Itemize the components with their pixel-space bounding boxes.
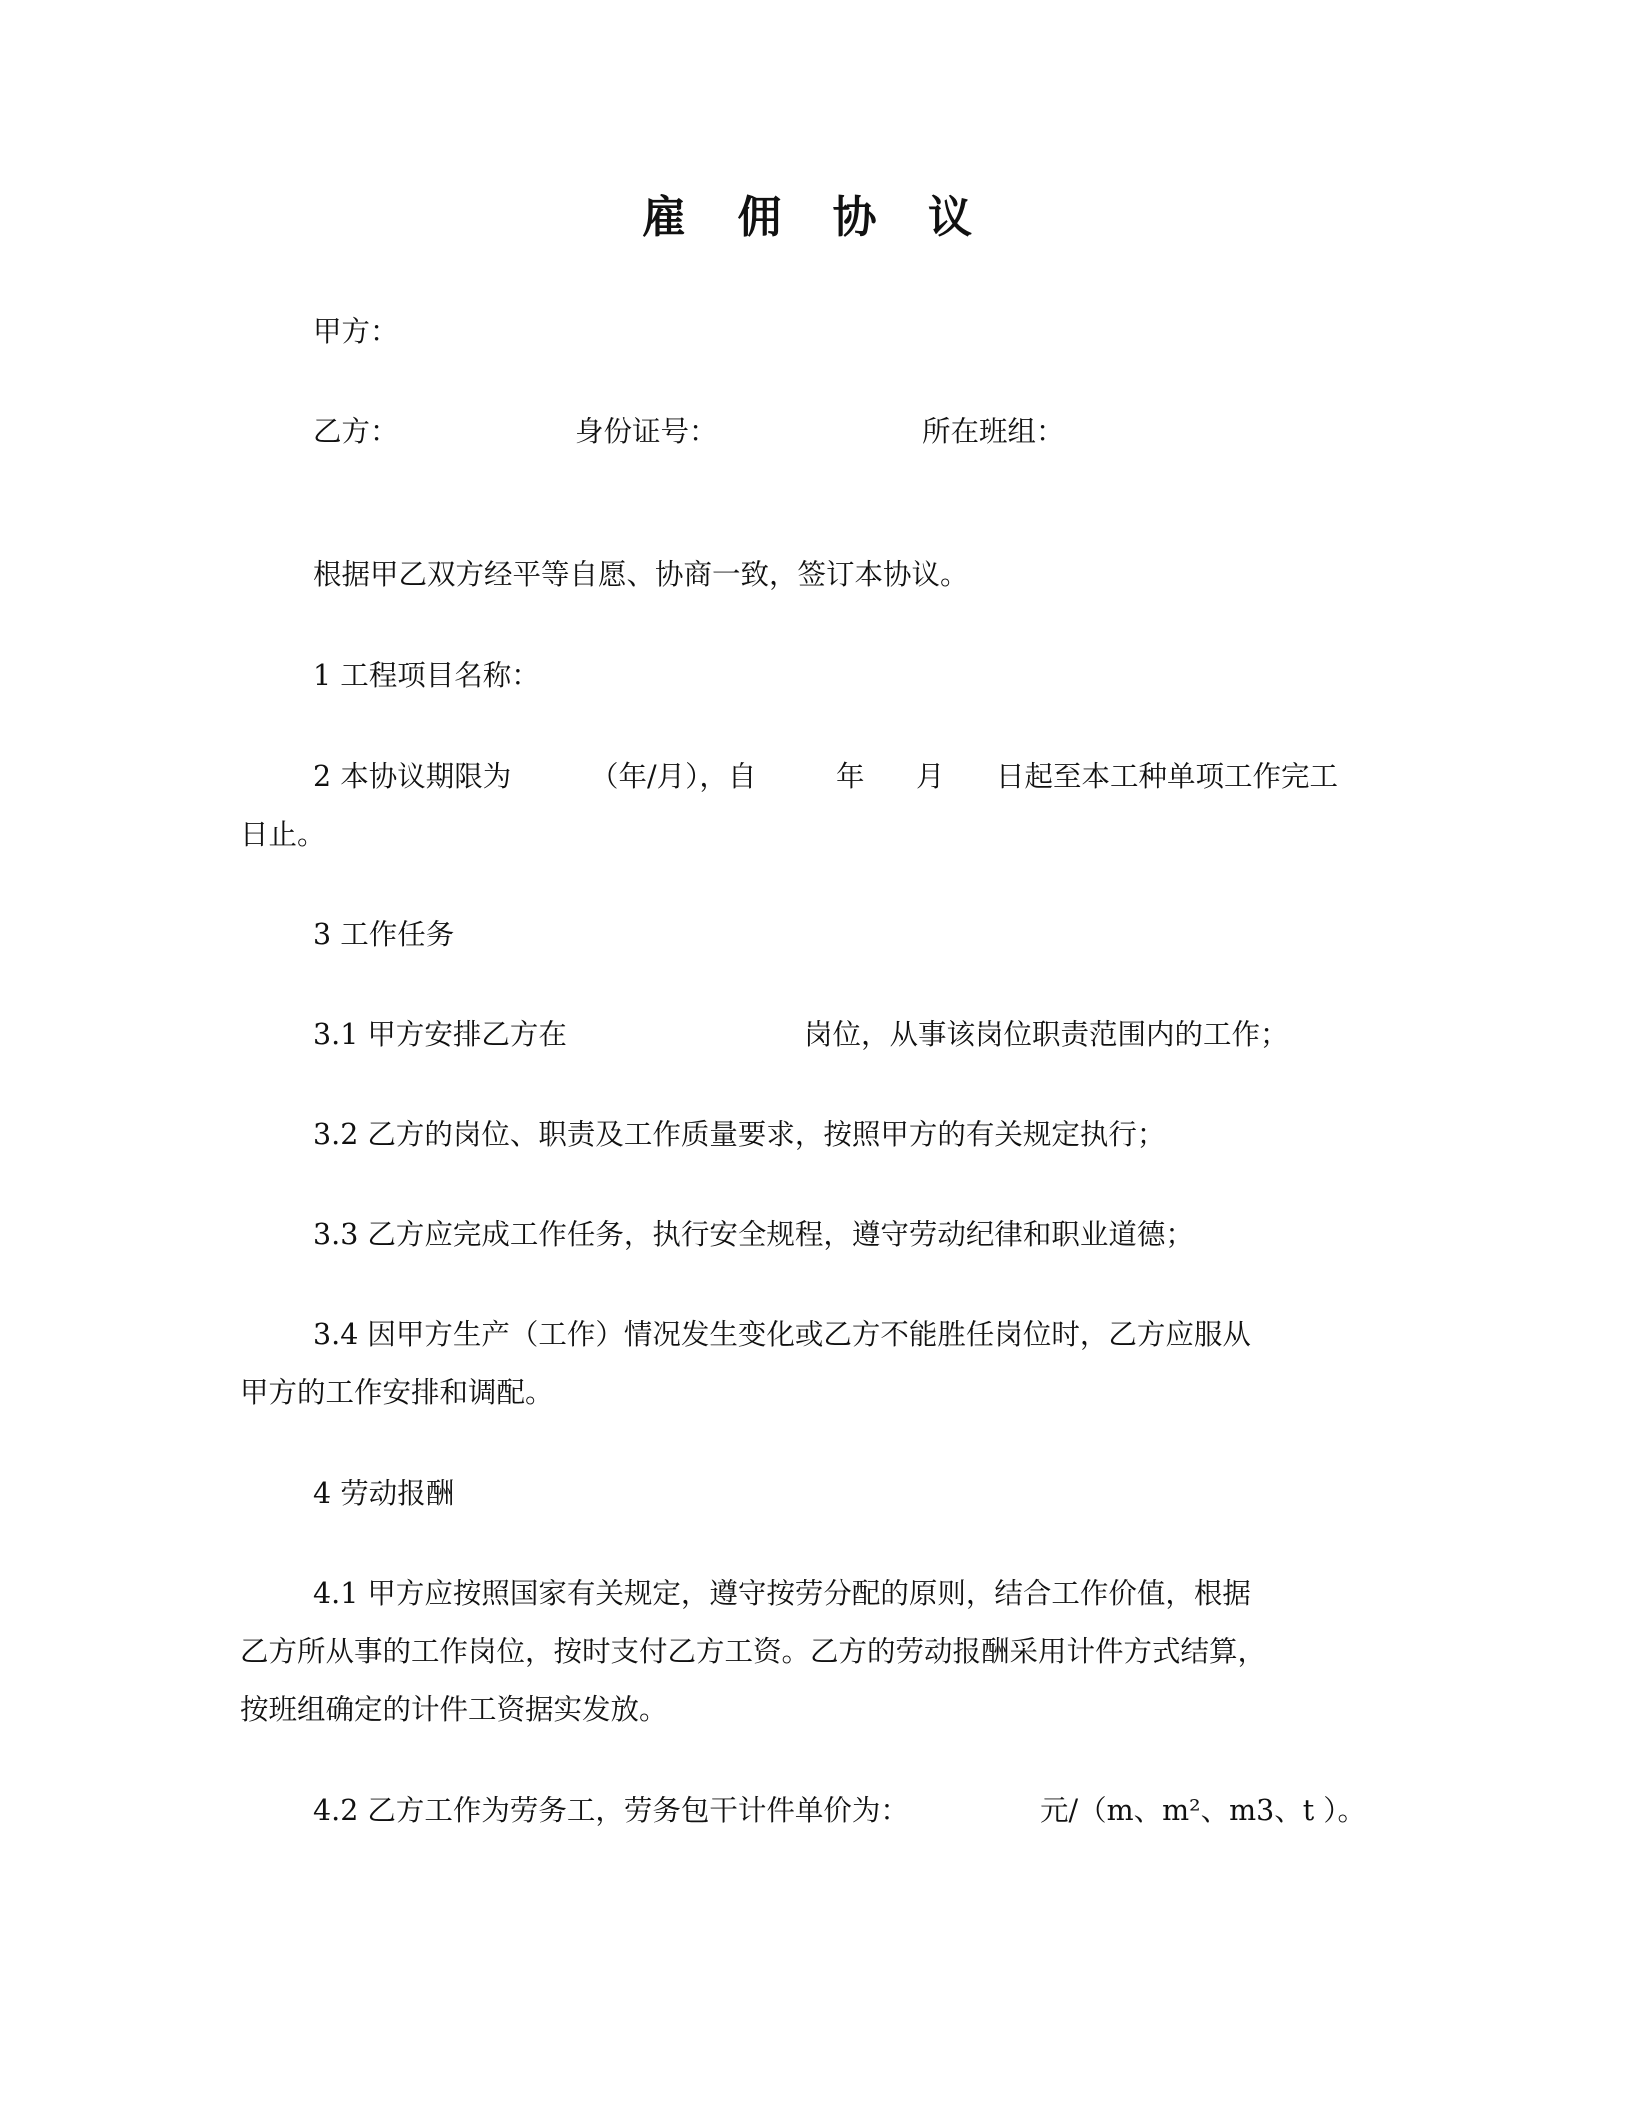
section-3-1-suffix: 岗位，从事该岗位职责范围内的工作； bbox=[804, 1018, 1289, 1051]
section-4-2-unit: 元/（m、m²、m3、t ）。 bbox=[1040, 1794, 1366, 1827]
team-label: 所在班组： bbox=[922, 415, 1065, 448]
party-b-label: 乙方： bbox=[313, 415, 399, 448]
section-3-4-line2: 甲方的工作安排和调配。 bbox=[240, 1376, 554, 1409]
section-4-1-line2: 乙方所从事的工作岗位，按时支付乙方工资。乙方的劳动报酬采用计件方式结算， bbox=[240, 1635, 1267, 1668]
section-4-1-line3: 按班组确定的计件工资据实发放。 bbox=[240, 1693, 668, 1726]
section-2-term-unit: （年/月），自 bbox=[590, 760, 757, 793]
section-2-month: 月 bbox=[916, 760, 945, 793]
preamble-text: 根据甲乙双方经平等自愿、协商一致，签订本协议。 bbox=[313, 558, 969, 591]
section-2-term-suffix: 日起至本工种单项工作完工 bbox=[996, 760, 1339, 793]
section-3-heading: 3 工作任务 bbox=[313, 918, 455, 951]
id-number-label: 身份证号： bbox=[575, 415, 718, 448]
section-2-year: 年 bbox=[836, 760, 865, 793]
section-4-1-line1: 4.1 甲方应按照国家有关规定，遵守按劳分配的原则，结合工作价值，根据 bbox=[313, 1577, 1251, 1610]
section-3-1-prefix: 3.1 甲方安排乙方在 bbox=[313, 1018, 567, 1051]
section-3-3-text: 3.3 乙方应完成工作任务，执行安全规程，遵守劳动纪律和职业道德； bbox=[313, 1218, 1194, 1251]
section-2-term-prefix: 2 本协议期限为 bbox=[313, 760, 512, 793]
section-1-project-name: 1 工程项目名称： bbox=[313, 659, 540, 692]
section-4-heading: 4 劳动报酬 bbox=[313, 1477, 455, 1510]
section-2-term-line2: 日止。 bbox=[240, 818, 326, 851]
section-4-2-prefix: 4.2 乙方工作为劳务工，劳务包干计件单价为： bbox=[313, 1794, 909, 1827]
party-a-label: 甲方： bbox=[313, 315, 399, 348]
section-3-2-text: 3.2 乙方的岗位、职责及工作质量要求，按照甲方的有关规定执行； bbox=[313, 1118, 1166, 1151]
document-title: 雇 佣 协 议 bbox=[642, 192, 990, 243]
section-3-4-line1: 3.4 因甲方生产（工作）情况发生变化或乙方不能胜任岗位时，乙方应服从 bbox=[313, 1318, 1251, 1351]
